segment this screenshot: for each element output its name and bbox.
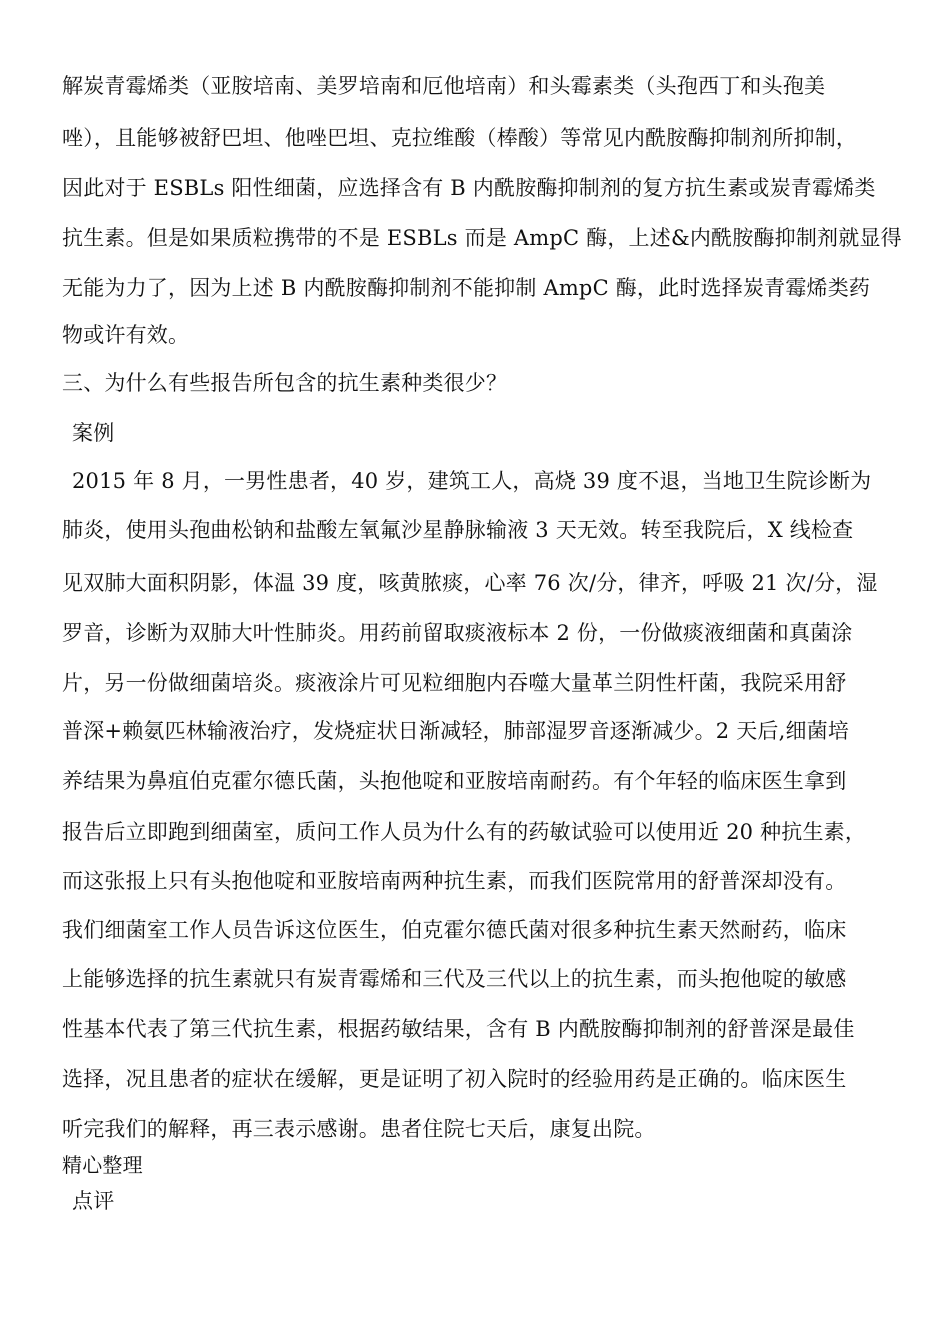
case-line: 我们细菌室工作人员告诉这位医生，伯克霍尔德氏菌对很多种抗生素天然耐药，临床 <box>62 918 847 942</box>
review-label: 点评 <box>72 1189 115 1213</box>
case-line: 片，另一份做细菌培炎。痰液涂片可见粒细胞内吞噬大量革兰阴性杆菌，我院采用舒 <box>62 671 847 695</box>
paragraph-line: 无能为力了，因为上述 B 内酰胺酶抑制剂不能抑制 AmpC 酶，此时选择炭青霉烯类药 <box>62 276 871 300</box>
paragraph-line: 解炭青霉烯类（亚胺培南、美罗培南和厄他培南）和头霉素类（头孢西丁和头孢美 <box>62 74 826 98</box>
case-line: 性基本代表了第三代抗生素，根据药敏结果，含有 B 内酰胺酶抑制剂的舒普深是最佳 <box>62 1017 855 1041</box>
case-line: 上能够选择的抗生素就只有炭青霉烯和三代及三代以上的抗生素，而头抱他啶的敏感 <box>62 967 847 991</box>
section-heading: 三、为什么有些报告所包含的抗生素种类很少？ <box>62 371 508 395</box>
paragraph-line: 因此对于 ESBLs 阳性细菌，应选择含有 B 内酰胺酶抑制剂的复方抗生素或炭青霉烯类 <box>62 176 876 200</box>
case-line: 养结果为鼻疽伯克霍尔德氏菌，头抱他啶和亚胺培南耐药。有个年轻的临床医生拿到 <box>62 769 847 793</box>
paragraph-line: 物或许有效。 <box>62 323 190 347</box>
case-line: 罗音，诊断为双肺大叶性肺炎。用药前留取痰液标本 2 份，一份做痰液细菌和真菌涂 <box>62 621 853 645</box>
case-line: 2015 年 8 月，一男性患者，40 岁，建筑工人，高烧 39 度不退，当地卫生院诊断为 <box>72 469 872 493</box>
paragraph-line: 唑），且能够被舒巴坦、他唑巴坦、克拉维酸（棒酸）等常见内酰胺酶抑制剂所抑制， <box>62 126 858 150</box>
case-label: 案例 <box>72 421 115 445</box>
case-line: 听完我们的解释，再三表示感谢。患者住院七天后，康复出院。 <box>62 1117 656 1141</box>
paragraph-line: 抗生素。但是如果质粒携带的不是 ESBLs 而是 AmpC 酶，上述&内酰胺酶抑制剂就显得 <box>62 226 902 250</box>
footer-note: 精心整理 <box>62 1153 143 1177</box>
case-line: 而这张报上只有头抱他啶和亚胺培南两种抗生素，而我们医院常用的舒普深却没有。 <box>62 869 847 893</box>
case-line: 选择，况且患者的症状在缓解，更是证明了初入院时的经验用药是正确的。临床医生 <box>62 1067 847 1091</box>
case-line: 普深+赖氨匹林输液治疗，发烧症状日渐减轻，肺部湿罗音逐渐减少。2 天后,细菌培 <box>62 719 850 743</box>
case-line: 见双肺大面积阴影，体温 39 度，咳黄脓痰，心率 76 次/分，律齐，呼吸 21 次/分，湿 <box>62 571 878 595</box>
case-line: 报告后立即跑到细菌室，质问工作人员为什么有的药敏试验可以使用近 20 种抗生素， <box>62 820 867 844</box>
case-line: 肺炎，使用头孢曲松钠和盐酸左氧氟沙星静脉输液 3 天无效。转至我院后，X 线检查 <box>62 518 854 542</box>
